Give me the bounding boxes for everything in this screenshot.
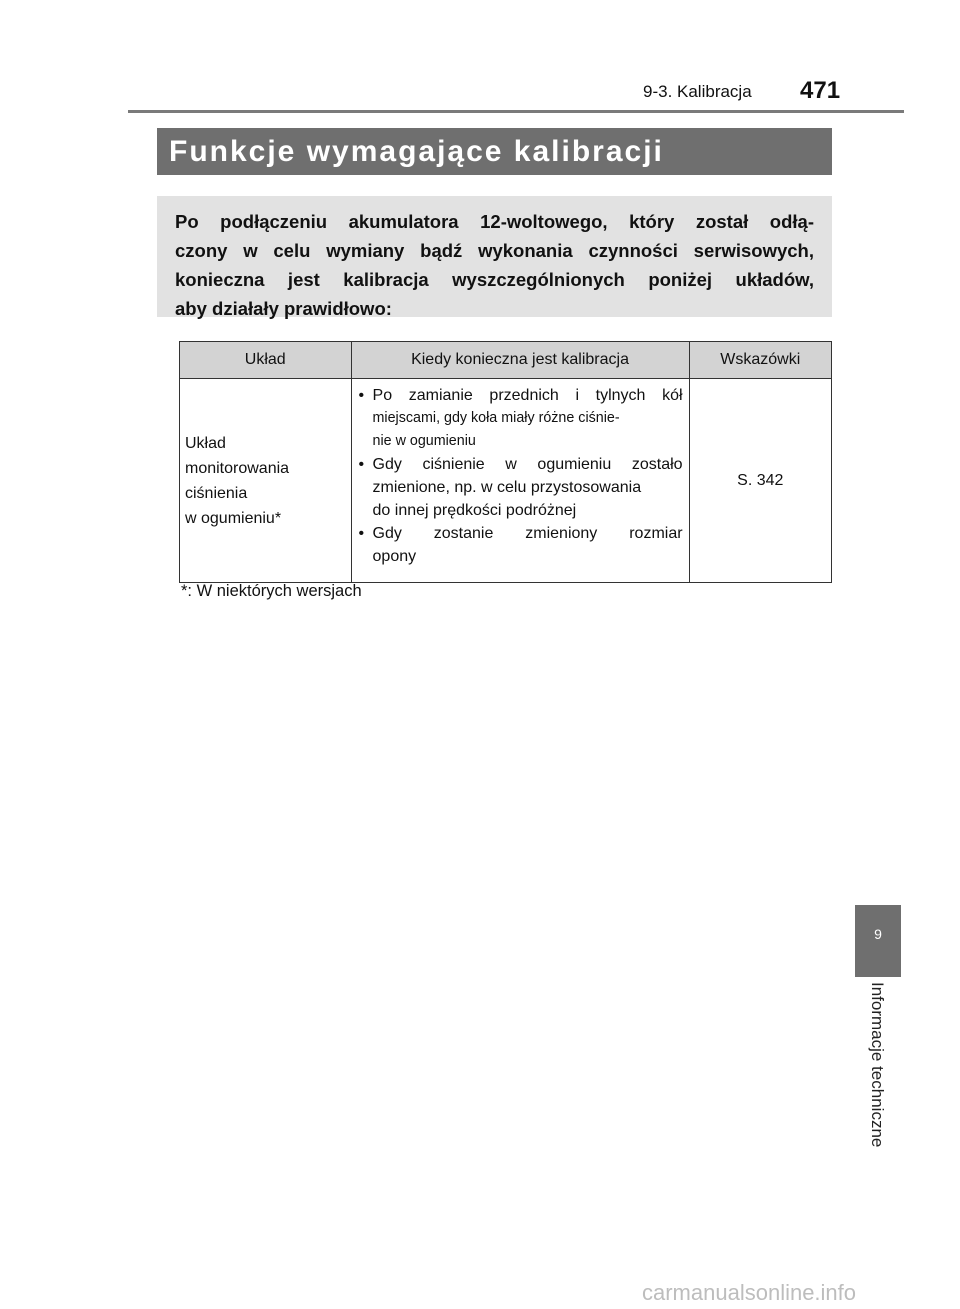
table-row <box>180 379 832 583</box>
page-number: 471 <box>800 77 841 104</box>
system-line: monitorowania <box>185 459 290 477</box>
bullet-mark: • <box>358 387 365 404</box>
page-title: Funkcje wymagające kalibracji <box>157 128 832 175</box>
header-divider <box>128 110 904 113</box>
system-line: Układ <box>185 434 226 452</box>
system-line: w ogumieniu* <box>185 509 282 527</box>
bullet-text <box>373 522 683 568</box>
system-cell <box>180 379 352 583</box>
table-header-row <box>180 342 832 379</box>
bullet-line: miejscami, gdy koła miały różne ciśnie- <box>372 410 620 426</box>
bullet-line: do innej prędkości podróżnej <box>372 502 577 519</box>
column-header-when: Kiedy konieczna jest kalibracja <box>351 342 689 379</box>
intro-line: konieczna jest kalibracja wyszczególnionych poniżej układów, <box>175 269 814 290</box>
bullet-item <box>359 384 683 453</box>
when-cell <box>351 379 689 583</box>
bullet-line: Gdy ciśnienie w ogumieniu zostało <box>372 456 683 473</box>
system-line: ciśnienia <box>185 484 248 502</box>
bullet-text <box>373 384 683 453</box>
bullet-item <box>359 522 683 568</box>
bullet-line: opony <box>372 548 417 565</box>
intro-line: czony w celu wymiany bądź wykonania czynności serwisowych, <box>175 240 814 261</box>
watermark: carmanualsonline.info <box>642 1280 857 1305</box>
intro-line: aby działały prawidłowo: <box>175 298 392 319</box>
bullet-mark: • <box>358 456 365 473</box>
calibration-table <box>179 341 832 583</box>
bullet-item <box>359 453 683 522</box>
chapter-tab: 9 <box>855 905 901 977</box>
bullet-line: nie w ogumieniu <box>372 433 476 449</box>
bullet-mark: • <box>358 525 365 542</box>
intro-line: Po podłączeniu akumulatora 12-woltowego, który został odłą- <box>175 211 814 232</box>
section-header: 9-3. Kalibracja <box>643 82 752 101</box>
chapter-label: Informacje techniczne <box>868 982 887 1148</box>
bullet-line: Po zamianie przednich i tylnych kół <box>372 387 683 404</box>
column-header-system: Układ <box>180 342 352 379</box>
intro-box <box>157 196 832 317</box>
bullet-text <box>373 453 683 522</box>
footnote: *: W niektórych wersjach <box>181 582 362 600</box>
tip-cell: S. 342 <box>689 379 831 583</box>
bullet-line: Gdy zostanie zmieniony rozmiar <box>372 525 683 542</box>
bullet-line: zmienione, np. w celu przystosowania <box>372 479 642 496</box>
column-header-tips: Wskazówki <box>689 342 831 379</box>
